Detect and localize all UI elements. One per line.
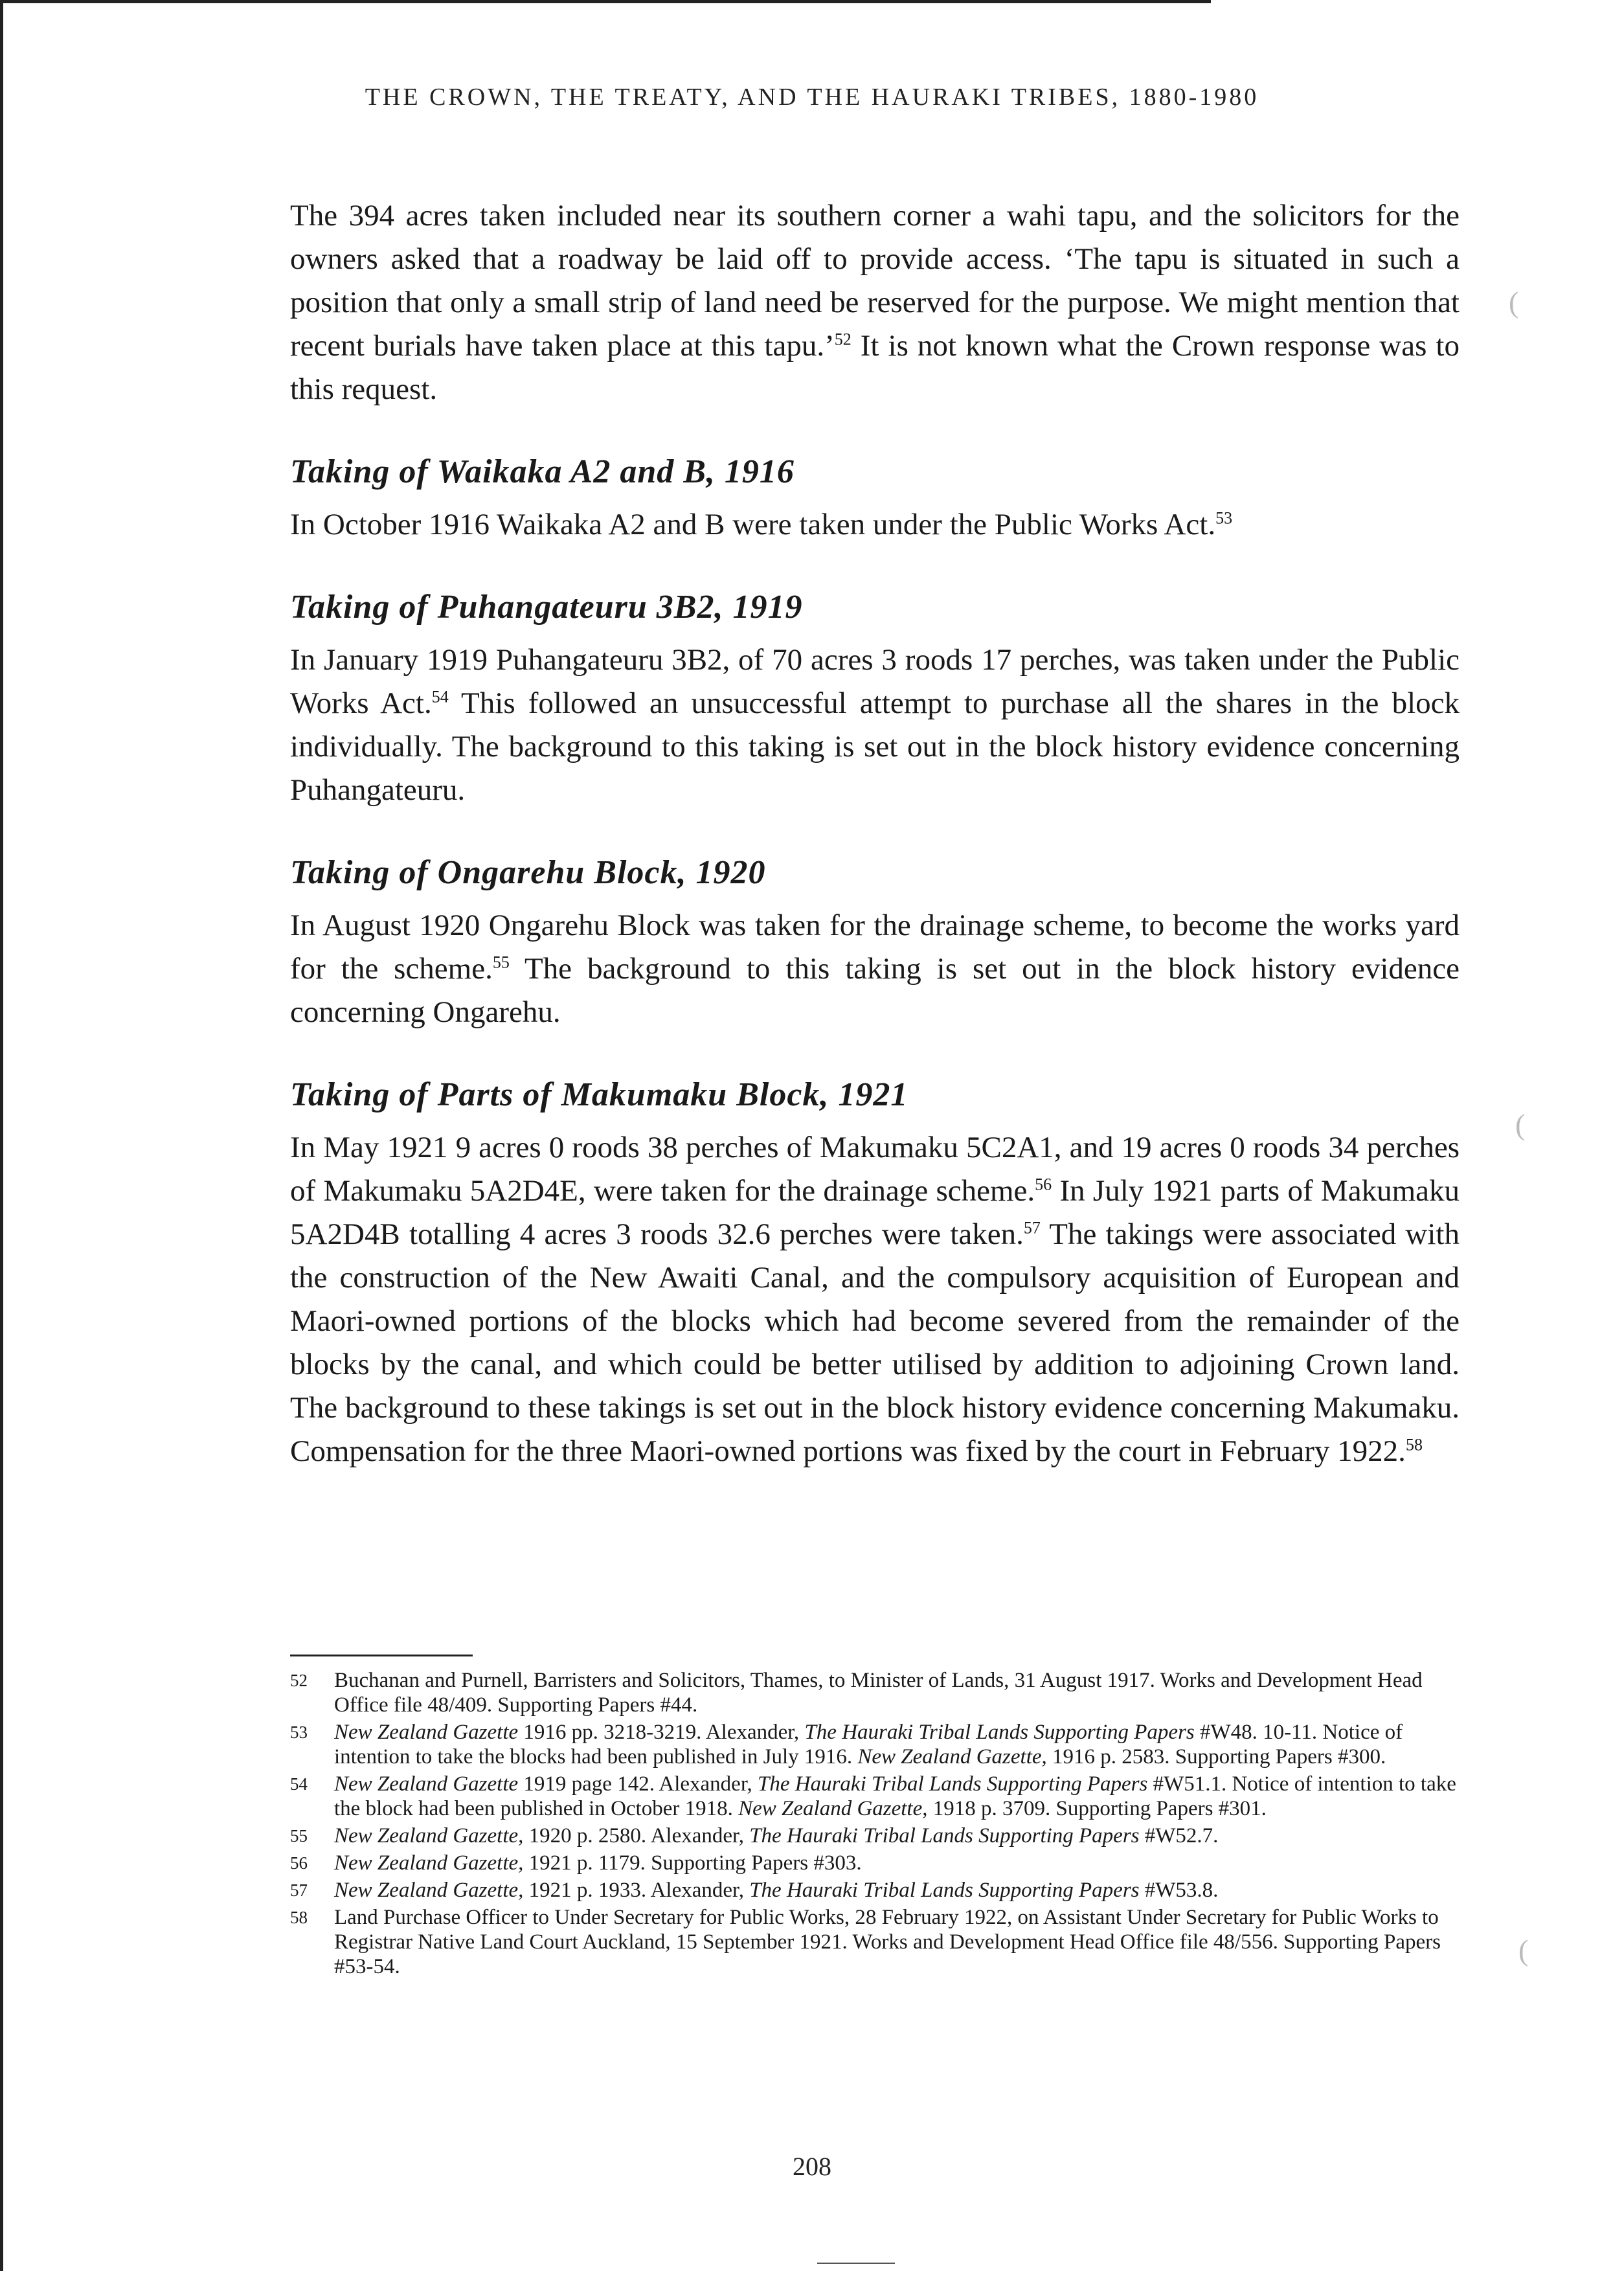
margin-mark: (	[1518, 1934, 1529, 1967]
footnote-number: 52	[290, 1671, 308, 1690]
footnote-ref: 56	[1035, 1175, 1052, 1194]
paragraph-text: In July 1921 parts of Makumaku 5A2D4B totalling 4 acres 3 roods 32.6 perches were taken.	[290, 1174, 1460, 1251]
footnote-text	[334, 1878, 1460, 1903]
footnote-number: 53	[290, 1723, 308, 1742]
paragraph-text: The 394 acres taken included near its southern corner a wahi tapu, and the solicitors for the owners asked that a roadway be laid off to provide access. ‘The tapu is situated in such a position that only a small strip of land need be reserved for the purpose. We might mention that recent burials have taken place at this tapu.’	[290, 199, 1460, 363]
margin-mark: (	[1515, 1108, 1526, 1141]
footnote-title: The Hauraki Tribal Lands Supporting Papers	[758, 1772, 1148, 1796]
footnote	[290, 1772, 1460, 1821]
footnote	[290, 1668, 1460, 1717]
bottom-rule	[817, 2263, 895, 2264]
footnote	[290, 1878, 1460, 1903]
footnote-title: New Zealand Gazette,	[334, 1879, 524, 1902]
footnote-title: New Zealand Gazette,	[857, 1745, 1047, 1768]
footnote-title: New Zealand Gazette,	[334, 1824, 524, 1847]
section-heading: Taking of Ongarehu Block, 1920	[290, 854, 766, 891]
footnote	[290, 1720, 1460, 1769]
footnote-segment: #W48. 10-11. Notice of intention to take the blocks had been published in July 1916.	[334, 1721, 1403, 1768]
margin-mark: (	[1509, 286, 1519, 319]
footnote-segment: #W52.7.	[1139, 1824, 1219, 1847]
main-text	[290, 194, 1460, 1473]
footnote-number: 57	[290, 1881, 308, 1900]
section-paragraph	[290, 1126, 1460, 1473]
paragraph-text: It is not known what the Crown response was to this request.	[290, 329, 1460, 406]
section-paragraph	[290, 638, 1460, 812]
footnote-title: The Hauraki Tribal Lands Supporting Papers	[749, 1879, 1140, 1902]
footnote-ref: 53	[1215, 508, 1233, 528]
footnote	[290, 1824, 1460, 1848]
footnote-text	[334, 1772, 1460, 1821]
scan-border-top	[0, 0, 1211, 3]
footnote-segment: 1921 p. 1933. Alexander,	[523, 1879, 750, 1902]
paragraph-text: This followed an unsuccessful attempt to purchase all the shares in the block individually. The background to this taking is set out in the block history evidence concerning Puhangateuru.	[290, 686, 1460, 807]
page-number: 208	[793, 2152, 831, 2181]
footnote-ref: 57	[1023, 1218, 1041, 1237]
paragraph-text: In August 1920 Ongarehu Block was taken for the drainage scheme, to become the works yard for the scheme.	[290, 909, 1460, 986]
footnote-segment: 1919 page 142. Alexander,	[518, 1772, 758, 1796]
footnote-segment: 1921 p. 1179. Supporting Papers #303.	[523, 1851, 862, 1875]
footnote-title: The Hauraki Tribal Lands Supporting Papers	[804, 1721, 1195, 1744]
section-paragraph	[290, 904, 1460, 1034]
paragraph-text: The takings were associated with the construction of the New Awaiti Canal, and the compulsory acquisition of European and Maori-owned portions of the blocks which had become severed from the remainder of the blocks by the canal, and which could be better utilised by addition to adjoining Crown land. The background to these takings is set out in the block history evidence concerning Makumaku. Compensation for the three Maori-owned portions was fixed by the court in February 1922.	[290, 1217, 1460, 1468]
paragraph-text: In January 1919 Puhangateuru 3B2, of 70 acres 3 roods 17 perches, was taken under the Public Works Act.	[290, 643, 1460, 720]
footnote-segment: #W51.1. Notice of intention to take the block had been published in October 1918.	[334, 1772, 1456, 1820]
footnote-segment: Land Purchase Officer to Under Secretary for Public Works, 28 February 1922, on Assistant Under Secretary for Public Works to Registrar Native Land Court Auckland, 15 September 1921. Works and Development Head Office file 48/556. Supporting Papers #53-54.	[334, 1906, 1441, 1978]
section-heading: Taking of Parts of Makumaku Block, 1921	[290, 1076, 908, 1113]
footnotes	[290, 1668, 1460, 1982]
footnote-title: New Zealand Gazette,	[738, 1797, 928, 1820]
footnote-ref: 54	[431, 687, 449, 706]
footnote-segment: 1916 p. 2583. Supporting Papers #300.	[1046, 1745, 1386, 1768]
footnote-number: 55	[290, 1826, 308, 1846]
footnote-separator	[290, 1655, 473, 1656]
footnote-text	[334, 1851, 1460, 1875]
section-heading: Taking of Waikaka A2 and B, 1916	[290, 453, 795, 490]
footnote	[290, 1851, 1460, 1875]
footnote-ref: 58	[1405, 1435, 1423, 1454]
paragraph-text: In May 1921 9 acres 0 roods 38 perches of Makumaku 5C2A1, and 19 acres 0 roods 34 perches of Makumaku 5A2D4E, were taken for the drainage scheme.	[290, 1131, 1460, 1208]
footnote-segment: 1918 p. 3709. Supporting Papers #301.	[927, 1797, 1267, 1820]
footnote-number: 54	[290, 1774, 308, 1794]
footnote-text	[334, 1905, 1460, 1979]
footnote-number: 56	[290, 1853, 308, 1873]
footnote-text	[334, 1824, 1460, 1848]
footnote-number: 58	[290, 1908, 308, 1927]
footnote-title: New Zealand Gazette	[334, 1721, 519, 1744]
footnote	[290, 1905, 1460, 1979]
section-heading: Taking of Puhangateuru 3B2, 1919	[290, 589, 803, 626]
footnote-title: The Hauraki Tribal Lands Supporting Papers	[749, 1824, 1140, 1847]
scan-border-left	[0, 0, 3, 2271]
paragraph-text: The background to this taking is set out in the block history evidence concerning Ongarehu.	[290, 952, 1460, 1029]
footnote-ref: 55	[492, 953, 510, 972]
intro-paragraph	[290, 194, 1460, 411]
footnote-segment: Buchanan and Purnell, Barristers and Solicitors, Thames, to Minister of Lands, 31 August 1917. Works and Development Head Office file 48/409. Supporting Papers #44.	[334, 1669, 1423, 1717]
footnote-text	[334, 1668, 1460, 1717]
section-paragraph	[290, 503, 1460, 547]
running-head: THE CROWN, THE TREATY, AND THE HAURAKI TRIBES, 1880-1980	[365, 84, 1259, 111]
footnote-title: New Zealand Gazette,	[334, 1851, 524, 1875]
footnote-ref: 52	[834, 330, 851, 349]
footnote-segment: 1916 pp. 3218-3219. Alexander,	[518, 1721, 805, 1744]
footnote-title: New Zealand Gazette	[334, 1772, 519, 1796]
paragraph-text: In October 1916 Waikaka A2 and B were taken under the Public Works Act.	[290, 508, 1216, 541]
footnote-segment: #W53.8.	[1139, 1879, 1219, 1902]
footnote-text	[334, 1720, 1460, 1769]
footnote-segment: 1920 p. 2580. Alexander,	[523, 1824, 750, 1847]
